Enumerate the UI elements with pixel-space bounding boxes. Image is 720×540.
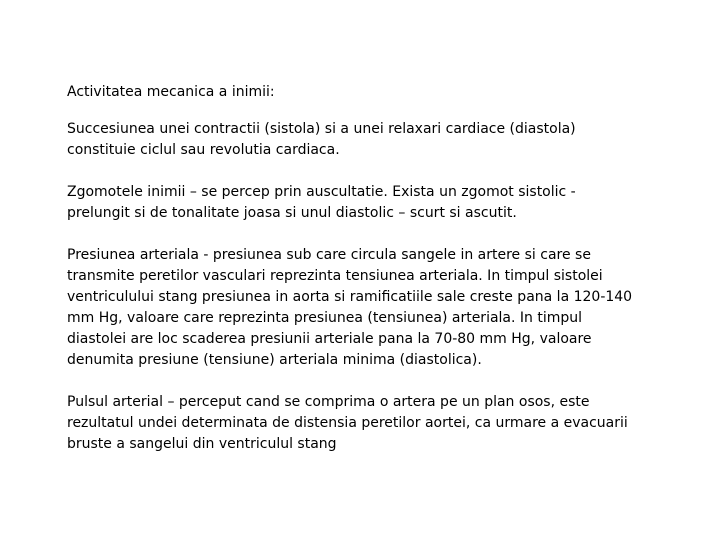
text-line: Zgomotele inimii – se percep prin auscultatie. Exista un zgomot sistolic - [67,184,576,200]
paragraph-cardiac-cycle [67,119,667,161]
text-line: mm Hg, valoare care reprezinta presiunea (tensiunea) arteriala. In timpul [67,310,583,326]
text-line: rezultatul undei determinata de distensia peretilor aortei, ca urmare a evacuarii [67,415,628,431]
text-line: diastolei are loc scaderea presiunii arteriale pana la 70-80 mm Hg, valoare [67,331,592,347]
paragraph-heart-sounds [67,182,667,224]
text-line: bruste a sangelui din ventriculul stang [67,436,337,452]
text-line: prelungit si de tonalitate joasa si unul diastolic – scurt si ascutit. [67,205,517,221]
text-line: denumita presiune (tensiune) arteriala minima (diastolica). [67,352,482,368]
text-line: Succesiunea unei contractii (sistola) si a unei relaxari cardiace (diastola) [67,121,576,137]
text-line: Pulsul arterial – perceput cand se comprima o artera pe un plan osos, este [67,394,590,410]
slide-title [67,82,667,103]
title-line: Activitatea mecanica a inimii: [67,84,275,100]
paragraph-arterial-pulse [67,392,667,455]
text-line: Presiunea arteriala - presiunea sub care circula sangele in artere si care se [67,247,591,263]
text-line: transmite peretilor vasculari reprezinta tensiunea arteriala. In timpul sistolei [67,268,603,284]
slide-content [67,82,667,455]
paragraph-blood-pressure [67,245,667,371]
text-line: ventriculului stang presiunea in aorta si ramificatiile sale creste pana la 120-140 [67,289,633,305]
text-line: constituie ciclul sau revolutia cardiaca. [67,142,340,158]
